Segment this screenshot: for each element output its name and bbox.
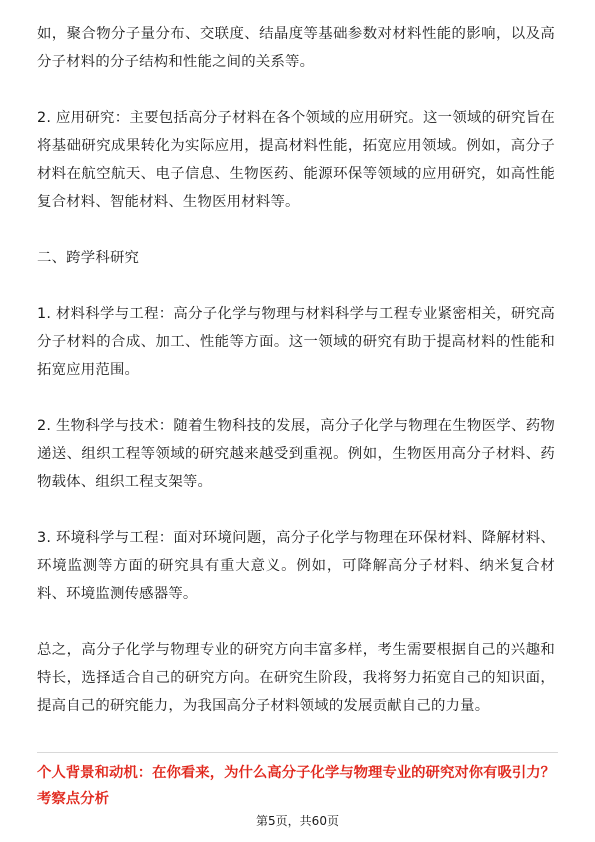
paragraph-biology: 2. 生物科学与技术：随着生物科技的发展，高分子化学与物理在生物医学、药物递送、组织工程等领域的研究越来越受到重视。例如，生物医用高分子材料、药物载体、组织工程支架等。 xyxy=(37,418,555,490)
question-text: 个人背景和动机：在你看来，为什么高分子化学与物理专业的研究对你有吸引力？ xyxy=(37,765,556,781)
paragraph-materials-science: 1. 材料科学与工程：高分子化学与物理与材料科学与工程专业紧密相关，研究高分子材料的合成、加工、性能等方面。这一领域的研究有助于提高材料的性能和拓宽应用范围。 xyxy=(37,306,555,378)
analysis-heading: 考察点分析 xyxy=(37,791,109,807)
paragraph-applied-research: 2. 应用研究：主要包括高分子材料在各个领域的应用研究。这一领域的研究旨在将基础研究成果转化为实际应用，提高材料性能，拓宽应用领域。例如，高分子材料在航空航天、电子信息、生物医药、能源环保等领域的应用研究，如高性能复合材料、智能材料、生物医用材料等。 xyxy=(37,110,555,210)
page-number: 第5页，共60页 xyxy=(256,814,339,828)
paragraph-intro-continuation: 如，聚合物分子量分布、交联度、结晶度等基础参数对材料性能的影响，以及高分子材料的分子结构和性能之间的关系等。 xyxy=(37,26,555,70)
interview-question xyxy=(37,760,567,812)
paragraph-environment: 3. 环境科学与工程：面对环境问题，高分子化学与物理在环保材料、降解材料、环境监测等方面的研究具有重大意义。例如，可降解高分子材料、纳米复合材料、环境监测传感器等。 xyxy=(37,530,555,602)
section-divider xyxy=(37,752,558,753)
section-heading-interdisciplinary: 二、跨学科研究 xyxy=(37,250,140,266)
paragraph-summary: 总之，高分子化学与物理专业的研究方向丰富多样，考生需要根据自己的兴趣和特长，选择适合自己的研究方向。在研究生阶段，我将努力拓宽自己的知识面，提高自己的研究能力，为我国高分子材料领域的发展贡献自己的力量。 xyxy=(37,642,555,714)
